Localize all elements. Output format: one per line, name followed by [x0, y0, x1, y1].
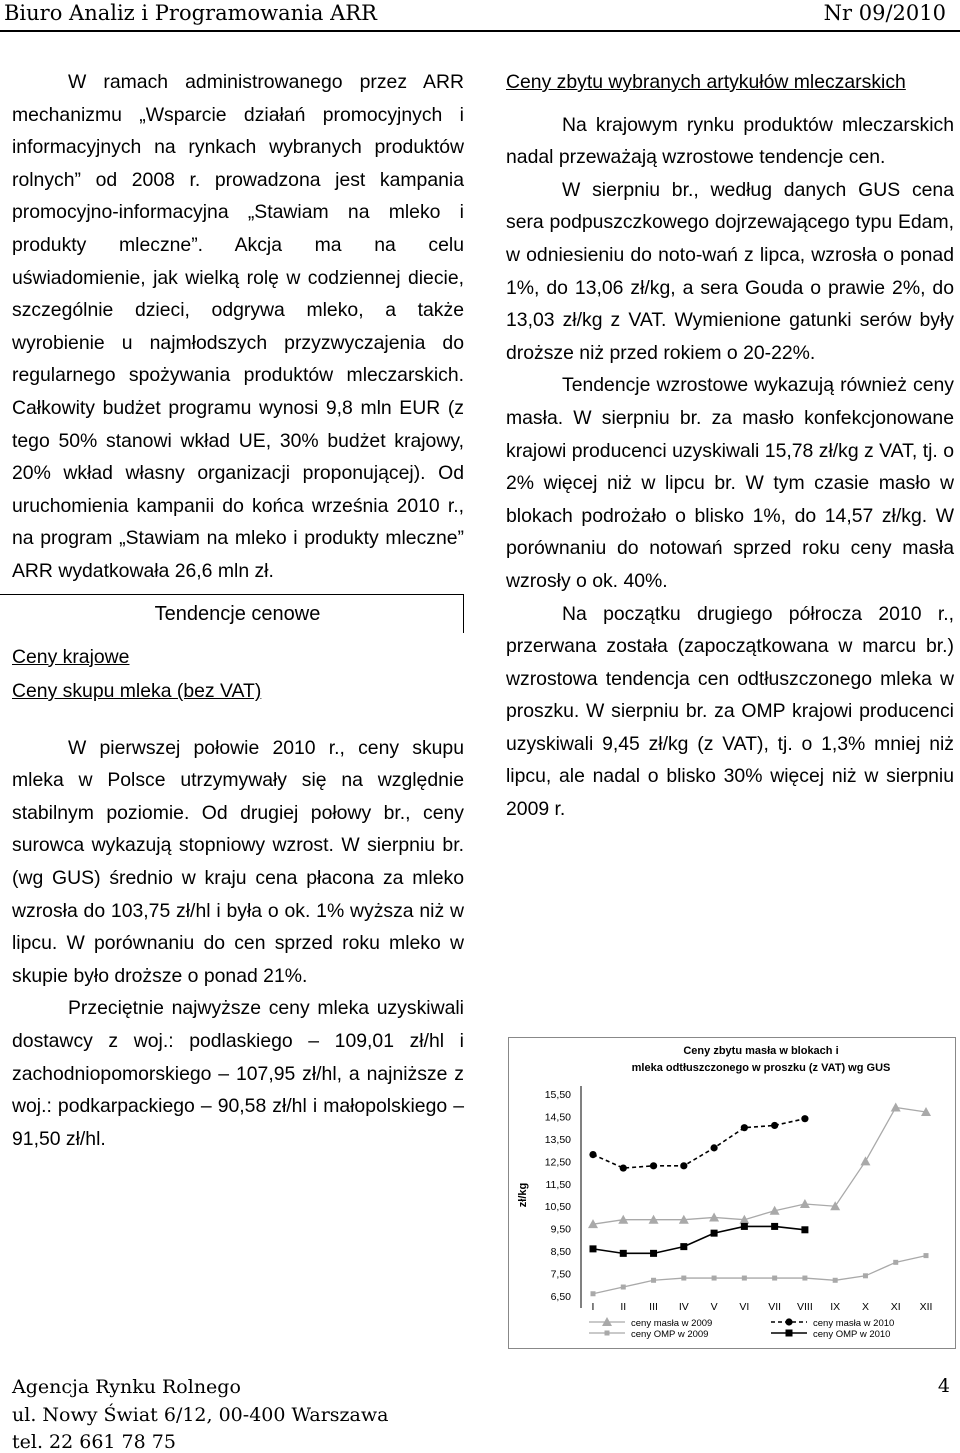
data-point [620, 1250, 627, 1257]
footer-agency: Agencja Rynku Rolnego [12, 1376, 241, 1398]
section-header-box [0, 594, 464, 633]
x-tick-label: IV [678, 1301, 689, 1313]
x-tick-label: X [861, 1301, 869, 1313]
data-point [591, 1291, 596, 1296]
subheading-domestic-prices: Ceny krajowe [12, 645, 130, 668]
x-tick-label: XI [890, 1301, 901, 1313]
data-point [771, 1122, 778, 1129]
data-point [651, 1278, 656, 1283]
data-point [605, 1331, 610, 1336]
footer-address: ul. Nowy Świat 6/12, 00-400 Warszawa [12, 1404, 389, 1426]
data-point [711, 1230, 718, 1237]
y-tick-label: 11,50 [545, 1178, 571, 1191]
x-tick-label: VIII [797, 1301, 813, 1313]
series-line [593, 1226, 805, 1253]
data-point [833, 1278, 838, 1283]
data-point [741, 1223, 748, 1230]
data-point [709, 1212, 719, 1221]
chart-title-line: Ceny zbytu masła w blokach i [683, 1045, 839, 1057]
data-point [801, 1115, 808, 1122]
subheading-milk-purchase-prices: Ceny skupu mleka (bez VAT) [12, 680, 262, 703]
data-point [681, 1276, 686, 1281]
data-point [741, 1124, 748, 1131]
y-tick-label: 9,50 [550, 1223, 571, 1236]
series-line [593, 1256, 926, 1294]
legend-label: ceny OMP w 2010 [813, 1329, 891, 1340]
y-tick-label: 12,50 [544, 1156, 571, 1169]
regional-prices-paragraph: Przeciętnie najwyższe ceny mleka uzyskiwali dostawcy z woj.: podlaskiego – 109,01 zł/hl i zachodniopomorskiego – 107,95 zł/hl, a najniższe z woj.: podkarpackiego – 90,58 zł/hl i małopolskiego – 91,50 zł/hl. [12, 997, 464, 1150]
price-chart [508, 1037, 956, 1349]
x-tick-label: III [649, 1301, 658, 1313]
data-point [742, 1276, 747, 1281]
data-point [860, 1156, 870, 1165]
data-point [771, 1223, 778, 1230]
dairy-prices-heading: Ceny zbytu wybranych artykułów mleczarskich [506, 71, 906, 93]
footer-phone: tel. 22 661 78 75 [12, 1431, 176, 1453]
x-tick-label: II [620, 1301, 627, 1313]
x-tick-label: IX [830, 1301, 841, 1313]
right-column [506, 66, 954, 826]
data-point [801, 1226, 808, 1233]
y-tick-label: 6,50 [550, 1291, 571, 1303]
data-point [620, 1164, 627, 1171]
header-issue-number: Nr 09/2010 [823, 1, 946, 25]
legend-label: ceny masła w 2010 [813, 1318, 895, 1329]
y-tick-label: 10,50 [544, 1201, 571, 1214]
y-axis-label: zł/kg [517, 1182, 529, 1208]
x-tick-label: V [710, 1301, 718, 1313]
data-point [772, 1276, 777, 1281]
legend-label: ceny masła w 2009 [631, 1318, 713, 1329]
page-header [0, 0, 960, 32]
campaign-paragraph: W ramach administrowanego przez ARR mechanizmu „Wsparcie działań promocyjnych i informacyjnych na rynkach wybranych produktów rolnych” od 2008 r. prowadzona jest kampania promocyjno-informacyjna „Stawiam na mleko i produkty mleczne”. Akcja ma na celu uświadomienie, jak wielką rolę w codziennej diecie, szczególnie dzieci, odgrywa mleko, a także wyrobienie u najmłodszych przyzwyczajenia do regularnego spożywania produktów mleczarskich. Całkowity budżet programu wynosi 9,8 mln EUR (z tego 50% stanowi wkład UE, 30% budżet krajowy, 20% wkład własny organizacji proponującej). Od uruchomienia kampanii do końca września 2010 r., na program „Stawiam na mleko i produkty mleczne” ARR wydatkowała 26,6 mln zł. [12, 71, 464, 582]
data-point [680, 1243, 687, 1250]
data-point [680, 1162, 687, 1169]
dairy-trend-paragraph: Na krajowym rynku produktów mleczarskich nadal przeważają wzrostowe tendencje cen. [506, 113, 954, 169]
y-tick-label: 15,50 [544, 1089, 571, 1101]
x-tick-label: VII [768, 1301, 782, 1313]
header-office-name: Biuro Analiz i Programowania ARR [4, 1, 377, 25]
data-point [650, 1250, 657, 1257]
data-point [710, 1144, 717, 1151]
x-tick-label: VI [739, 1301, 750, 1313]
x-tick-label: XII [919, 1301, 933, 1313]
y-tick-label: 14,50 [544, 1111, 571, 1124]
data-point [590, 1245, 597, 1252]
data-point [924, 1253, 929, 1258]
data-point [785, 1318, 792, 1325]
milk-prices-paragraph: W pierwszej połowie 2010 r., ceny skupu mleka w Polsce utrzymywały się na względnie stabilnym poziomie. Od drugiej połowy br., ceny surowca wykazują stopniowy wzrost. W sierpniu br. (wg GUS) średnio w kraju cena płacona za mleko wzrosła do 103,75 zł/hl i była o ok. 1% wyższa niż w lipcu. W porównaniu do cen sprzed roku mleko w skupie było droższe o ponad 21%. [12, 736, 464, 987]
data-point [893, 1260, 898, 1265]
x-tick-label: I [591, 1301, 595, 1313]
y-tick-label: 7,50 [550, 1268, 571, 1281]
data-point [802, 1276, 807, 1281]
left-column [12, 66, 464, 1155]
data-point [589, 1151, 596, 1158]
butter-prices-paragraph: Tendencje wzrostowe wykazują również ceny masła. W sierpniu br. za masło konfekcjonowane krajowi producenci uzyskiwali 15,78 zł/kg z VAT, tj. o 2% więcej niż w lipcu br. W tym czasie masło w blokach podrożało o blisko 1%, do 14,57 zł/kg. W porównaniu do notowań sprzed roku ceny masła wzrosły o ok. 40%. [506, 374, 954, 592]
data-point [650, 1162, 657, 1169]
price-chart-svg [509, 1038, 955, 1348]
legend-label: ceny OMP w 2009 [631, 1329, 709, 1340]
data-point [786, 1330, 793, 1337]
smp-prices-paragraph: Na początku drugiego półrocza 2010 r., przerwana została (zapoczątkowana w marcu br.) wzrostowa tendencja cen odtłuszczonego mleka w proszku. W sierpniu br. za OMP krajowi producenci uzyskiwali 9,45 zł/kg (z VAT), tj. o 1,3% mniej niż lipcu, ale nadal o blisko 30% więcej niż w sierpniu 2009 r. [506, 602, 954, 821]
page-number: 4 [937, 1375, 950, 1397]
data-point [712, 1276, 717, 1281]
chart-title-line: mleka odtłuszczonego w proszku (z VAT) wg GUS [631, 1062, 891, 1074]
section-title: Tendencje cenowe [154, 602, 321, 625]
data-point [800, 1199, 810, 1208]
data-point [891, 1102, 901, 1111]
data-point [621, 1285, 626, 1290]
y-tick-label: 8,50 [550, 1246, 571, 1259]
data-point [863, 1273, 868, 1278]
cheese-prices-paragraph: W sierpniu br., według danych GUS cena sera podpuszczkowego dojrzewającego typu Edam, w odniesieniu do noto-wań z lipca, wzrosła o ponad 1%, do 13,06 zł/kg, a sera Gouda o prawie 2%, do 13,03 zł/kg z VAT. Wymienione gatunki serów były droższe niż przed rokiem o 20-22%. [506, 178, 954, 364]
y-tick-label: 13,50 [544, 1133, 571, 1146]
